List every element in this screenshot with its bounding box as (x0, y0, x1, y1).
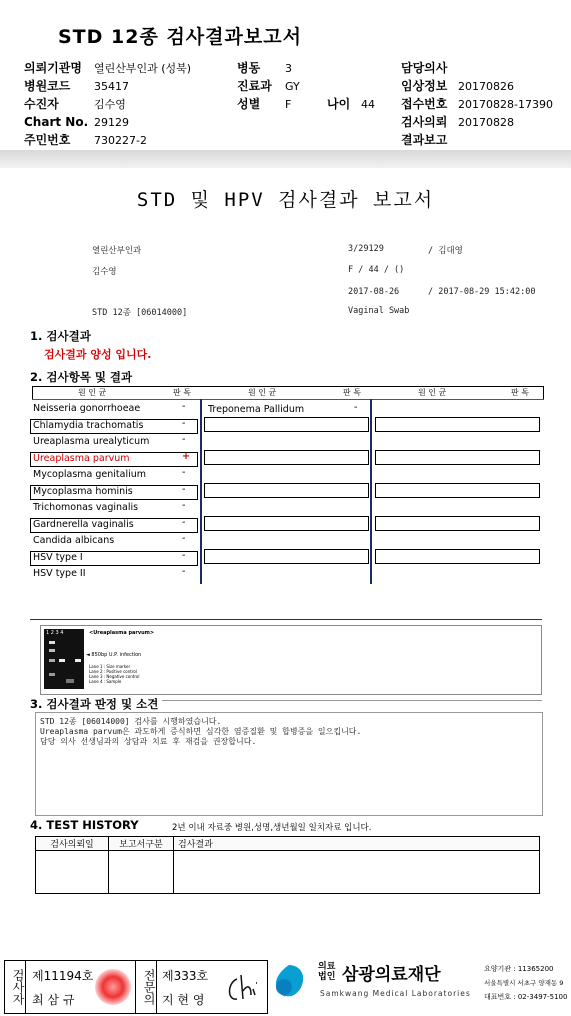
empty-result-box (375, 549, 540, 564)
result-row (30, 451, 200, 466)
history-header-date: 검사의뢰일 (36, 837, 109, 850)
findings-line: 담당 의사 선생님과의 상담과 치료 후 재검을 권장합니다. (40, 737, 257, 746)
organism-name: Ureaplasma urealyticum (33, 436, 150, 447)
header-reading-3: 판 독 (511, 388, 529, 397)
signature-icon (223, 971, 263, 1005)
organism-result: - (182, 566, 186, 577)
org-type: 의료법인 (318, 962, 336, 982)
result-row (30, 467, 200, 482)
organism-name: Mycoplasma genitalium (33, 469, 147, 480)
gel-image (44, 629, 84, 689)
report-patient: 김수영 (92, 267, 117, 277)
empty-result-box (204, 450, 369, 465)
label-clinical-info: 임상정보 (401, 79, 448, 93)
logo-text: SML (276, 995, 293, 1003)
organism-name: Trichomonas vaginalis (33, 502, 139, 513)
label-doctor: 담당의사 (401, 61, 448, 75)
organism-name: Ureaplasma parvum (33, 452, 130, 464)
specialist-name: 지 현 영 (162, 993, 205, 1007)
gel-band (49, 673, 55, 676)
history-note: 2년 이내 자료중 병원,성명,생년월일 일치자료 입니다. (172, 823, 372, 833)
value-resident-no: 730227-2 (94, 134, 147, 147)
organism-name: HSV type I (33, 551, 83, 563)
specialist-label: 전문의 (135, 961, 157, 1013)
report-test-name: STD 12종 [06014000] (92, 308, 188, 318)
report-date-received: 2017-08-26 (348, 287, 400, 297)
footer (0, 958, 571, 1016)
organism-result: - (182, 401, 186, 412)
empty-result-box (204, 516, 369, 531)
gel-legend (89, 664, 139, 684)
header-organism-3: 원 인 균 (418, 388, 447, 397)
section-1-title: 1. 검사결과 (30, 329, 91, 343)
label-resident-no: 주민번호 (24, 133, 71, 147)
result-row (30, 484, 200, 499)
gel-legend-item: Lane 1 : Size marker (89, 664, 131, 669)
report-chart: 3/29129 (348, 244, 384, 254)
value-institution: 열린산부인과 (성북) (94, 62, 192, 75)
tester-license: 제11194호 (32, 969, 94, 983)
gel-lane-numbers: 1 2 3 4 (46, 630, 64, 636)
result-summary: 검사결과 양성 입니다. (44, 348, 152, 361)
gel-band (49, 641, 55, 644)
gel-legend-item: Lane 2 : Positive control (89, 669, 137, 674)
page-divider (0, 150, 571, 168)
result-row (30, 418, 200, 433)
header-col3 (401, 57, 553, 147)
organism-result: - (182, 417, 186, 429)
header-organism-1: 원 인 균 (78, 388, 107, 397)
header-organism-2: 원 인 균 (248, 388, 277, 397)
report-sex-age: F / 44 / () (348, 265, 405, 275)
findings-line: Ureaplasma parvum은 과도하게 증식하면 심각한 염증질환 및 합병증을 일으킵니다. (40, 727, 362, 736)
result-row (30, 434, 200, 449)
label-patient: 수진자 (24, 97, 59, 111)
empty-result-box (375, 516, 540, 531)
header-col1 (24, 57, 191, 147)
tester-label: 검사자 (5, 961, 26, 1013)
organism-name: HSV type II (33, 568, 86, 579)
findings-text (40, 717, 361, 747)
gel-title: <Ureaplasma parvum> (89, 630, 155, 636)
gel-band (49, 659, 55, 662)
header-col2 (237, 57, 375, 111)
org-english-name: Samkwang Medical Laboratories (320, 989, 471, 998)
column-divider-2 (370, 399, 372, 584)
result-row (30, 533, 200, 548)
history-empty-row (36, 851, 539, 893)
value-hospital-code: 35417 (94, 80, 129, 93)
gel-band (59, 659, 65, 662)
history-cell (109, 851, 174, 893)
empty-result-box (375, 483, 540, 498)
organism-result: + (182, 450, 190, 462)
empty-result-box (375, 417, 540, 432)
label-age: 나이 (327, 97, 351, 111)
specialist-license: 제333호 (162, 969, 209, 983)
history-header-type: 보고서구분 (109, 837, 174, 850)
institution-code: 요양기관 : 11365200 (484, 965, 554, 973)
history-header-row (36, 837, 539, 851)
section-3-title: 3. 검사결과 판정 및 소견 (30, 696, 162, 712)
empty-result-box (375, 450, 540, 465)
gel-band (66, 679, 74, 683)
label-receipt-no: 접수번호 (401, 97, 448, 111)
label-ward: 병동 (237, 61, 261, 75)
gel-electrophoresis-image (40, 625, 542, 695)
org-name: 삼광의료재단 (342, 965, 441, 985)
label-request-date: 검사의뢰 (401, 115, 448, 129)
tester-name: 최 삼 규 (32, 993, 75, 1007)
gel-legend-item: Lane 4 : Sample (89, 679, 122, 684)
findings-line: STD 12종 [06014000] 검사를 시행하였습니다. (40, 717, 222, 726)
organism-result: - (182, 467, 186, 478)
result-row (30, 500, 200, 515)
organism-name: Candida albicans (33, 535, 115, 546)
gel-band (49, 649, 55, 652)
organism-result: - (182, 516, 186, 528)
organism-name: Neisseria gonorrhoeae (33, 403, 141, 414)
report-specimen: Vaginal Swab (348, 306, 410, 316)
label-institution: 의뢰기관명 (24, 61, 82, 75)
empty-result-box (204, 417, 369, 432)
result-row (30, 517, 200, 532)
value-request-date: 20170828 (458, 116, 514, 129)
organism-result: - (182, 533, 186, 544)
col2-item-name: Treponema Pallidum (208, 404, 305, 415)
value-age: 44 (361, 98, 375, 111)
label-chart-no: Chart No. (24, 115, 89, 129)
value-chart-no: 29129 (94, 116, 129, 129)
organism-result: - (182, 549, 186, 561)
history-cell (174, 851, 539, 893)
header-underline (32, 399, 544, 400)
value-ward: 3 (285, 62, 292, 75)
column-divider-1 (200, 399, 202, 584)
label-department: 진료과 (237, 79, 272, 93)
table-bottom-line (30, 619, 542, 620)
signature-box (4, 960, 268, 1014)
gel-band-annotation: ◄ 850bp U.P. infection (86, 652, 142, 658)
findings-box (35, 712, 543, 816)
results-table-header (32, 386, 544, 399)
value-clinical-info: 20170826 (458, 80, 514, 93)
value-receipt-no: 20170828-17390 (458, 98, 553, 111)
result-row (30, 401, 200, 416)
section-2-title: 2. 검사항목 및 결과 (30, 370, 133, 384)
label-hospital-code: 병원코드 (24, 79, 71, 93)
organism-name: Chlamydia trachomatis (33, 419, 144, 431)
label-report-date: 결과보고 (401, 133, 448, 147)
section-4-title: 4. TEST HISTORY (30, 818, 139, 832)
label-sex: 성별 (237, 97, 261, 111)
header-reading-2: 판 독 (343, 388, 361, 397)
history-header-result: 검사결과 (178, 840, 213, 850)
official-seal-icon (95, 969, 131, 1005)
report-title: STD 및 HPV 검사결과 보고서 (136, 189, 435, 211)
organism-name: Mycoplasma hominis (33, 485, 133, 497)
sml-logo-shape (270, 961, 308, 1011)
empty-result-box (204, 483, 369, 498)
col2-item-result: - (354, 402, 358, 413)
header-reading-1: 판 독 (173, 388, 191, 397)
value-sex: F (285, 98, 292, 111)
organism-name: Gardnerella vaginalis (33, 518, 134, 530)
report-doctor: / 김대영 (428, 246, 463, 256)
report-clinic: 열린산부인과 (92, 246, 142, 256)
gel-legend-item: Lane 3 : Negative control (89, 674, 140, 679)
history-cell (36, 851, 109, 893)
gel-band (75, 659, 81, 662)
organism-result: - (182, 500, 186, 511)
test-history-table (35, 836, 540, 894)
empty-result-box (204, 549, 369, 564)
org-phone: 대표번호 : 02-3497-5100 (484, 993, 568, 1001)
result-row (30, 566, 200, 581)
organism-result: - (182, 434, 186, 445)
result-row (30, 550, 200, 565)
header-title: STD 12종 검사결과보고서 (58, 26, 302, 48)
value-patient: 김수영 (94, 98, 126, 111)
organism-result: - (182, 483, 186, 495)
value-department: GY (285, 80, 300, 93)
sml-logo-icon (270, 961, 308, 1011)
report-date-reported: / 2017-08-29 15:42:00 (428, 287, 536, 297)
org-address: 서울특별시 서초구 양재동 9 (484, 979, 564, 987)
